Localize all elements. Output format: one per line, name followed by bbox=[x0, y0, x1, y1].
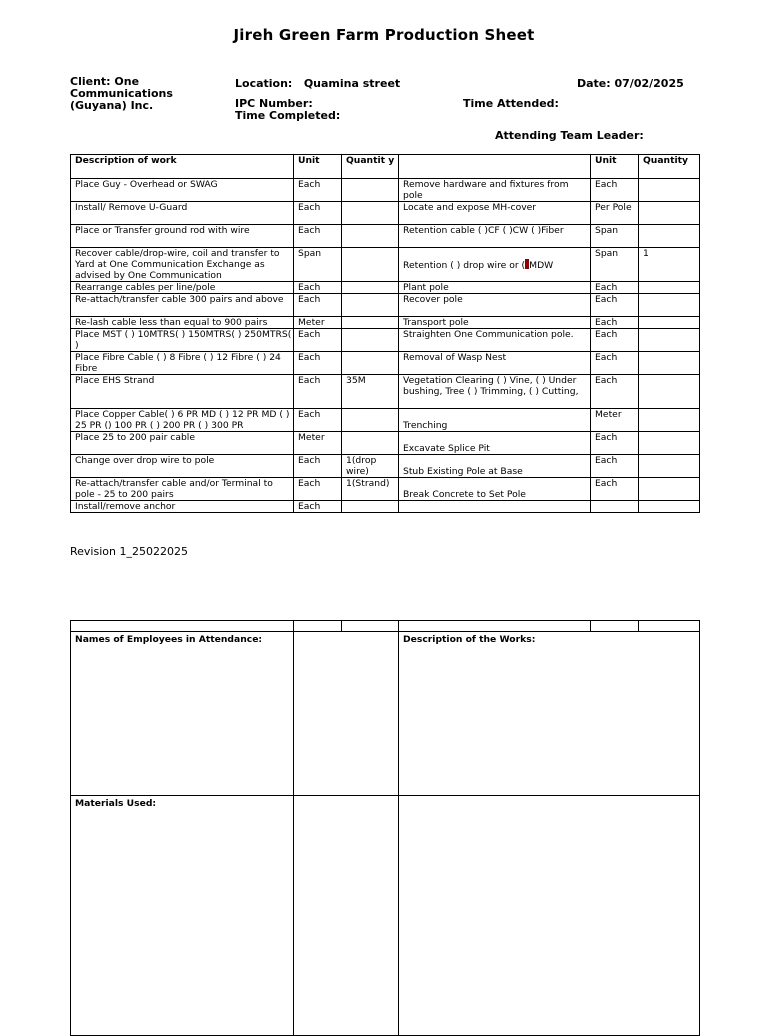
row-unit-right bbox=[591, 501, 639, 513]
table-row bbox=[71, 282, 700, 294]
row-unit: Meter bbox=[294, 317, 342, 329]
blank-cell bbox=[591, 621, 639, 632]
table-row bbox=[71, 202, 700, 225]
row-quantity[interactable]: 1(Strand) bbox=[342, 478, 399, 501]
row-unit: Each bbox=[294, 202, 342, 225]
row-description: Install/ Remove U-Guard bbox=[71, 202, 294, 225]
row-quantity-right[interactable]: 1 bbox=[639, 248, 700, 282]
blank-cell bbox=[342, 621, 399, 632]
row-description: Recover cable/drop-wire, coil and transfer to Yard at One Communication Exchange as advised by One Communication bbox=[71, 248, 294, 282]
row-description-right: Stub Existing Pole at Base bbox=[399, 455, 591, 478]
row-unit: Each bbox=[294, 375, 342, 409]
row-description-right: Straighten One Communication pole. bbox=[399, 329, 591, 352]
row-quantity-right[interactable] bbox=[639, 455, 700, 478]
table-row bbox=[71, 294, 700, 317]
row-unit-right: Each bbox=[591, 432, 639, 455]
client-info bbox=[70, 76, 173, 112]
row-unit: Each bbox=[294, 478, 342, 501]
row-description: Rearrange cables per line/pole bbox=[71, 282, 294, 294]
row-quantity[interactable] bbox=[342, 432, 399, 455]
time-completed: Time Completed: bbox=[235, 109, 341, 122]
blank-cell bbox=[399, 621, 591, 632]
page-title: Jireh Green Farm Production Sheet bbox=[233, 26, 535, 44]
row-description: Re-attach/transfer cable and/or Terminal to pole - 25 to 200 pairs bbox=[71, 478, 294, 501]
header-quantity-right: Quantity bbox=[639, 155, 700, 179]
row-unit: Each bbox=[294, 352, 342, 375]
table-row bbox=[71, 455, 700, 478]
revision-label: Revision 1_25022025 bbox=[70, 545, 188, 558]
row-description: Place 25 to 200 pair cable bbox=[71, 432, 294, 455]
time-attended: Time Attended: bbox=[463, 97, 559, 110]
row-description: Place EHS Strand bbox=[71, 375, 294, 409]
row-description-right: Vegetation Clearing ( ) Vine, ( ) Under bushing, Tree ( ) Trimming, ( ) Cutting, bbox=[399, 375, 591, 409]
employees-row bbox=[71, 632, 700, 796]
team-leader: Attending Team Leader: bbox=[495, 129, 644, 142]
table-row bbox=[71, 409, 700, 432]
ipc-number: IPC Number: bbox=[235, 97, 313, 110]
header-unit-right: Unit bbox=[591, 155, 639, 179]
row-description: Place MST ( ) 10MTRS( ) 150MTRS( ) 250MTRS( ) bbox=[71, 329, 294, 352]
work-table bbox=[70, 154, 700, 513]
retention-mdw-text: MDW bbox=[529, 259, 554, 271]
employees-entry-cell[interactable] bbox=[294, 632, 399, 796]
row-description-right: Trenching bbox=[399, 409, 591, 432]
row-unit-right: Meter bbox=[591, 409, 639, 432]
row-quantity[interactable] bbox=[342, 409, 399, 432]
table-row bbox=[71, 179, 700, 202]
works-description-label: Description of the Works: bbox=[399, 632, 700, 796]
location-value: Quamina street bbox=[303, 77, 401, 90]
table-row bbox=[71, 432, 700, 455]
row-unit: Each bbox=[294, 329, 342, 352]
header-quantity: Quantit y bbox=[342, 155, 399, 179]
row-quantity[interactable] bbox=[342, 317, 399, 329]
row-description: Change over drop wire to pole bbox=[71, 455, 294, 478]
header-description: Description of work bbox=[71, 155, 294, 179]
retention-drop-wire-text: Retention ( ) drop wire or ( bbox=[403, 259, 526, 271]
row-quantity-right[interactable] bbox=[639, 179, 700, 202]
works-description-cell[interactable] bbox=[399, 796, 700, 1036]
row-quantity[interactable] bbox=[342, 202, 399, 225]
materials-entry-cell[interactable] bbox=[294, 796, 399, 1036]
row-quantity-right[interactable] bbox=[639, 294, 700, 317]
row-unit: Each bbox=[294, 409, 342, 432]
row-unit-right: Span bbox=[591, 225, 639, 248]
row-description-right: Retention cable ( )CF ( )CW ( )Fiber bbox=[399, 225, 591, 248]
row-description-right: Removal of Wasp Nest bbox=[399, 352, 591, 375]
table-row bbox=[71, 248, 700, 282]
row-description-right bbox=[399, 501, 591, 513]
row-unit-right: Each bbox=[591, 329, 639, 352]
table-row bbox=[71, 375, 700, 409]
blank-cell bbox=[71, 621, 294, 632]
row-quantity-right[interactable] bbox=[639, 225, 700, 248]
row-description-right: Excavate Splice Pit bbox=[399, 432, 591, 455]
row-description-right: Remove hardware and fixtures from pole bbox=[399, 179, 591, 202]
table-row bbox=[71, 329, 700, 352]
row-quantity-right[interactable] bbox=[639, 501, 700, 513]
row-description-right: Transport pole bbox=[399, 317, 591, 329]
table-row bbox=[71, 317, 700, 329]
row-description: Place or Transfer ground rod with wire bbox=[71, 225, 294, 248]
header-unit: Unit bbox=[294, 155, 342, 179]
row-quantity-right[interactable] bbox=[639, 409, 700, 432]
row-quantity-right[interactable] bbox=[639, 478, 700, 501]
table-row bbox=[71, 501, 700, 513]
row-unit-right: Each bbox=[591, 317, 639, 329]
row-quantity-right[interactable] bbox=[639, 375, 700, 409]
row-unit-right: Per Pole bbox=[591, 202, 639, 225]
row-description: Re-lash cable less than equal to 900 pairs bbox=[71, 317, 294, 329]
row-quantity[interactable] bbox=[342, 282, 399, 294]
row-unit: Meter bbox=[294, 432, 342, 455]
row-description: Install/remove anchor bbox=[71, 501, 294, 513]
materials-row bbox=[71, 796, 700, 1036]
row-quantity[interactable]: 1(drop wire) bbox=[342, 455, 399, 478]
row-quantity[interactable] bbox=[342, 329, 399, 352]
client-line-2: Communications bbox=[70, 87, 173, 100]
row-quantity[interactable] bbox=[342, 352, 399, 375]
row-unit: Each bbox=[294, 501, 342, 513]
row-description-right: Locate and expose MH-cover bbox=[399, 202, 591, 225]
client-line-3: (Guyana) Inc. bbox=[70, 99, 154, 112]
blank-cell bbox=[294, 621, 342, 632]
row-quantity-right[interactable] bbox=[639, 317, 700, 329]
row-unit: Each bbox=[294, 282, 342, 294]
row-unit-right: Each bbox=[591, 179, 639, 202]
location-label: Location: bbox=[235, 77, 293, 90]
row-description-right: Plant pole bbox=[399, 282, 591, 294]
row-unit-right: Each bbox=[591, 478, 639, 501]
row-unit: Each bbox=[294, 179, 342, 202]
row-unit-right: Each bbox=[591, 455, 639, 478]
attendance-table bbox=[70, 620, 700, 1036]
row-unit-right: Each bbox=[591, 375, 639, 409]
row-quantity-right[interactable] bbox=[639, 282, 700, 294]
row-description: Place Guy - Overhead or SWAG bbox=[71, 179, 294, 202]
employees-label: Names of Employees in Attendance: bbox=[71, 632, 294, 796]
row-description-right bbox=[399, 248, 591, 282]
row-quantity[interactable]: 35M bbox=[342, 375, 399, 409]
row-unit-right: Each bbox=[591, 294, 639, 317]
table-row bbox=[71, 478, 700, 501]
client-line-1: Client: One bbox=[70, 75, 140, 88]
location bbox=[235, 78, 400, 90]
row-quantity[interactable] bbox=[342, 225, 399, 248]
row-unit-right: Each bbox=[591, 282, 639, 294]
row-quantity-right[interactable] bbox=[639, 329, 700, 352]
blank-cell bbox=[639, 621, 700, 632]
row-quantity[interactable] bbox=[342, 179, 399, 202]
row-quantity[interactable] bbox=[342, 248, 399, 282]
header-blank bbox=[399, 155, 591, 179]
row-quantity[interactable] bbox=[342, 294, 399, 317]
row-description-right: Break Concrete to Set Pole bbox=[399, 478, 591, 501]
row-unit: Each bbox=[294, 225, 342, 248]
row-description-right: Recover pole bbox=[399, 294, 591, 317]
row-quantity-right[interactable] bbox=[639, 352, 700, 375]
row-unit: Span bbox=[294, 248, 342, 282]
row-unit-right: Each bbox=[591, 352, 639, 375]
row-quantity-right[interactable] bbox=[639, 202, 700, 225]
row-description: Re-attach/transfer cable 300 pairs and above bbox=[71, 294, 294, 317]
date: Date: 07/02/2025 bbox=[577, 77, 684, 90]
lower-blank-row bbox=[71, 621, 700, 632]
table-row bbox=[71, 352, 700, 375]
row-quantity[interactable] bbox=[342, 501, 399, 513]
row-description: Place Fibre Cable ( ) 8 Fibre ( ) 12 Fibre ( ) 24 Fibre bbox=[71, 352, 294, 375]
materials-label: Materials Used: bbox=[71, 796, 294, 1036]
row-unit-right: Span bbox=[591, 248, 639, 282]
row-description: Place Copper Cable( ) 6 PR MD ( ) 12 PR MD ( ) 25 PR () 100 PR ( ) 200 PR ( ) 300 PR bbox=[71, 409, 294, 432]
table-header-row bbox=[71, 155, 700, 179]
row-unit: Each bbox=[294, 455, 342, 478]
row-unit: Each bbox=[294, 294, 342, 317]
table-row bbox=[71, 225, 700, 248]
row-quantity-right[interactable] bbox=[639, 432, 700, 455]
